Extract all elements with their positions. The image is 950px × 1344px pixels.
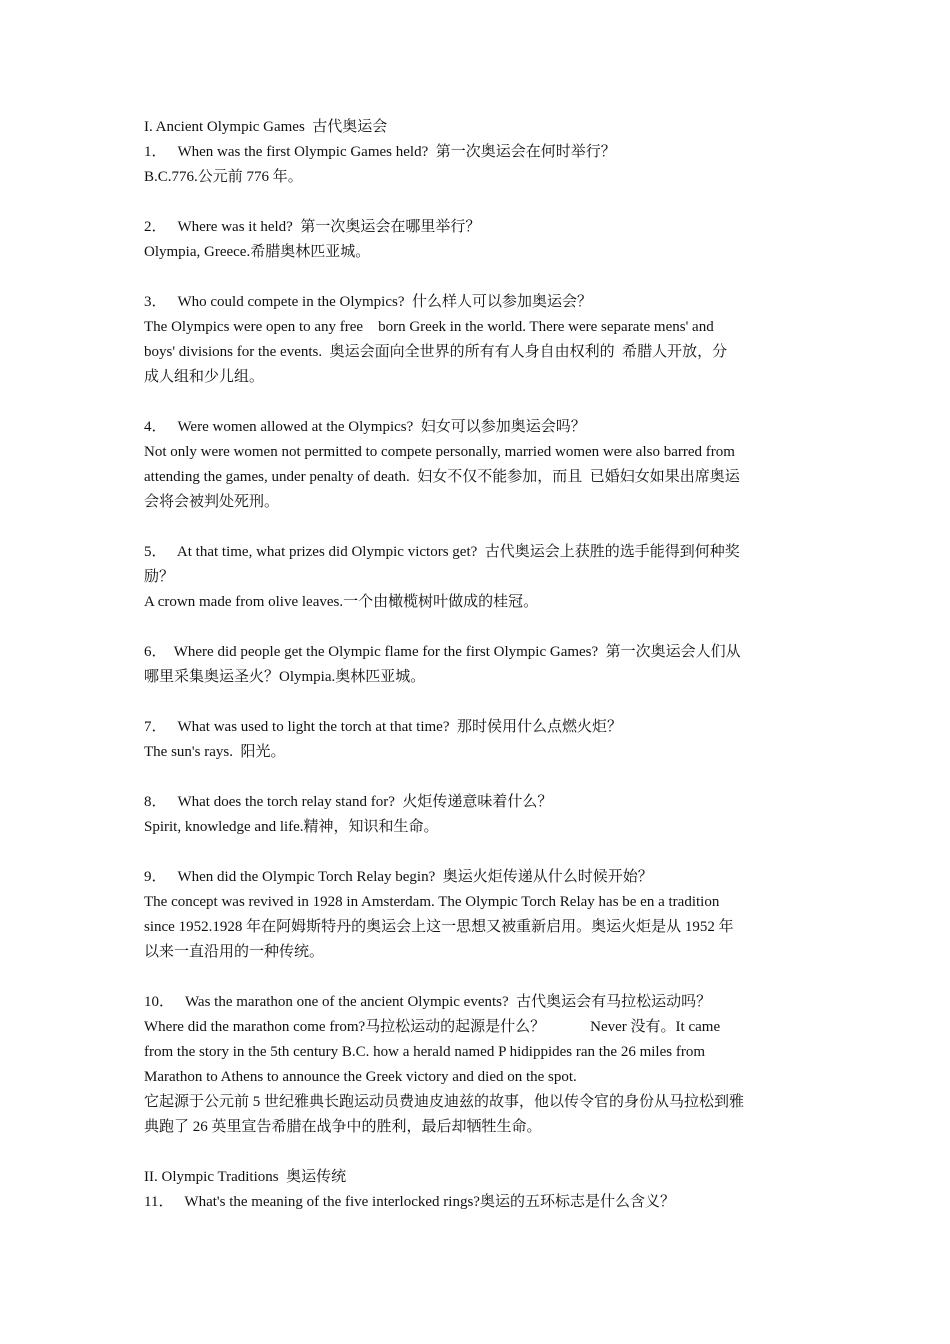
answer-10-line-4: 典跑了 26 英里宣告希腊在战争中的胜利，最后却牺牲生命。 — [144, 1119, 542, 1135]
answer-3-line-1: The Olympics were open to any free born Greek in the world. There were separate mens' and — [144, 319, 714, 335]
answer-9-line-2: since 1952.1928 年在阿姆斯特丹的奥运会上这一思想又被重新启用。奥运火炬是从 1952 年 — [144, 919, 734, 935]
document-page — [144, 115, 810, 1215]
spacer — [144, 265, 810, 290]
answer-4-line-3: 会将会被判处死刑。 — [144, 494, 280, 510]
answer-9-line-3: 以来一直沿用的一种传统。 — [144, 944, 325, 960]
question-10-line-2: Where did the marathon come from?马拉松运动的起源是什么？ Never 没有。It came — [144, 1019, 721, 1035]
spacer — [144, 690, 810, 715]
spacer — [144, 840, 810, 865]
answer-3-line-2: boys' divisions for the events. 奥运会面向全世界的所有有人身自由权利的 希腊人开放，分 — [144, 344, 728, 360]
question-2: 2． Where was it held? 第一次奥运会在哪里举行？ — [144, 219, 481, 235]
question-6-line-1: 6． Where did people get the Olympic flame for the first Olympic Games? 第一次奥运会人们从 — [144, 644, 741, 660]
answer-5: A crown made from olive leaves.一个由橄榄树叶做成的桂冠。 — [144, 594, 539, 610]
answer-4-line-1: Not only were women not permitted to compete personally, married women were also barred from — [144, 444, 735, 460]
spacer — [144, 615, 810, 640]
answer-7: The sun's rays. 阳光。 — [144, 744, 286, 760]
question-7: 7． What was used to light the torch at that time? 那时侯用什么点燃火炬？ — [144, 719, 622, 735]
question-5-line-2: 励？ — [144, 569, 175, 585]
question-11: 11． What's the meaning of the five interlocked rings?奥运的五环标志是什么含义？ — [144, 1194, 675, 1210]
answer-10-line-1: from the story in the 5th century B.C. how a herald named P hidippides ran the 26 miles from — [144, 1044, 705, 1060]
question-4: 4． Were women allowed at the Olympics? 妇女可以参加奥运会吗？ — [144, 419, 586, 435]
spacer — [144, 390, 810, 415]
question-6-line-2: 哪里采集奥运圣火？Olympia.奥林匹亚城。 — [144, 669, 426, 685]
answer-2: Olympia, Greece.希腊奥林匹亚城。 — [144, 244, 371, 260]
answer-4-line-2: attending the games, under penalty of death. 妇女不仅不能参加，而且 已婚妇女如果出席奥运 — [144, 469, 740, 485]
answer-10-line-3: 它起源于公元前 5 世纪雅典长跑运动员费迪皮迪兹的故事，他以传令官的身份从马拉松到雅 — [144, 1094, 745, 1110]
answer-9-line-1: The concept was revived in 1928 in Amsterdam. The Olympic Torch Relay has be en a tradition — [144, 894, 720, 910]
question-10-line-1: 10． Was the marathon one of the ancient Olympic events? 古代奥运会有马拉松运动吗？ — [144, 994, 712, 1010]
question-9: 9． When did the Olympic Torch Relay begin? 奥运火炬传递从什么时候开始？ — [144, 869, 653, 885]
spacer — [144, 1140, 810, 1165]
spacer — [144, 965, 810, 990]
answer-1: B.C.776.公元前 776 年。 — [144, 169, 303, 185]
section-heading-ancient: I. Ancient Olympic Games 古代奥运会 — [144, 119, 388, 135]
spacer — [144, 190, 810, 215]
answer-3-line-3: 成人组和少儿组。 — [144, 369, 265, 385]
question-5-line-1: 5． At that time, what prizes did Olympic victors get? 古代奥运会上获胜的选手能得到何种奖 — [144, 544, 740, 560]
answer-10-line-2: Marathon to Athens to announce the Greek victory and died on the spot. — [144, 1069, 577, 1085]
question-8: 8． What does the torch relay stand for? 火炬传递意味着什么？ — [144, 794, 553, 810]
spacer — [144, 765, 810, 790]
answer-8: Spirit, knowledge and life.精神，知识和生命。 — [144, 819, 439, 835]
question-3: 3． Who could compete in the Olympics? 什么样人可以参加奥运会？ — [144, 294, 593, 310]
section-heading-traditions: II. Olympic Traditions 奥运传统 — [144, 1169, 347, 1185]
spacer — [144, 515, 810, 540]
question-1: 1． When was the first Olympic Games held? 第一次奥运会在何时举行？ — [144, 144, 616, 160]
